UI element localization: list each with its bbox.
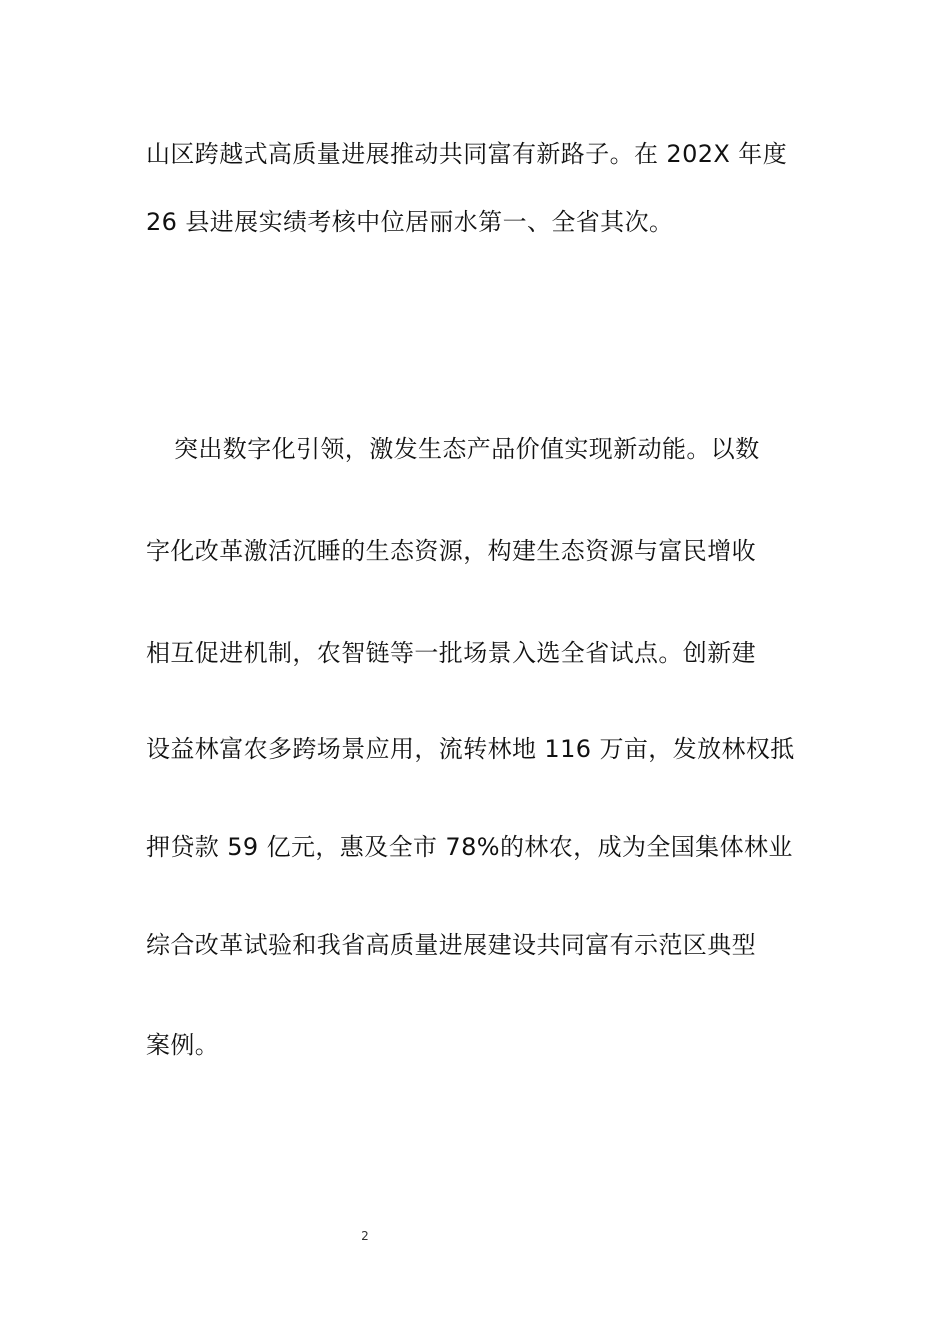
paragraph-2-line-5: 押贷款 59 亿元，惠及全市 78%的林农，成为全国集体林业 <box>146 833 793 861</box>
paragraph-2-line-1: 突出数字化引领，激发生态产品价值实现新动能。以数 <box>174 435 760 463</box>
paragraph-1-line-1: 山区跨越式高质量进展推动共同富有新路子。在 202X 年度 <box>146 140 788 168</box>
paragraph-2-line-7: 案例。 <box>146 1031 220 1059</box>
paragraph-2-line-4: 设益林富农多跨场景应用，流转林地 116 万亩，发放林权抵 <box>146 735 795 763</box>
page-number: 2 <box>361 1229 369 1243</box>
paragraph-2-line-6: 综合改革试验和我省高质量进展建设共同富有示范区典型 <box>146 931 756 959</box>
paragraph-1-line-2: 26 县进展实绩考核中位居丽水第一、全省其次。 <box>146 208 674 236</box>
paragraph-2-line-3: 相互促进机制，农智链等一批场景入选全省试点。创新建 <box>146 639 756 667</box>
paragraph-2-line-2: 字化改革激活沉睡的生态资源，构建生态资源与富民增收 <box>146 537 756 565</box>
